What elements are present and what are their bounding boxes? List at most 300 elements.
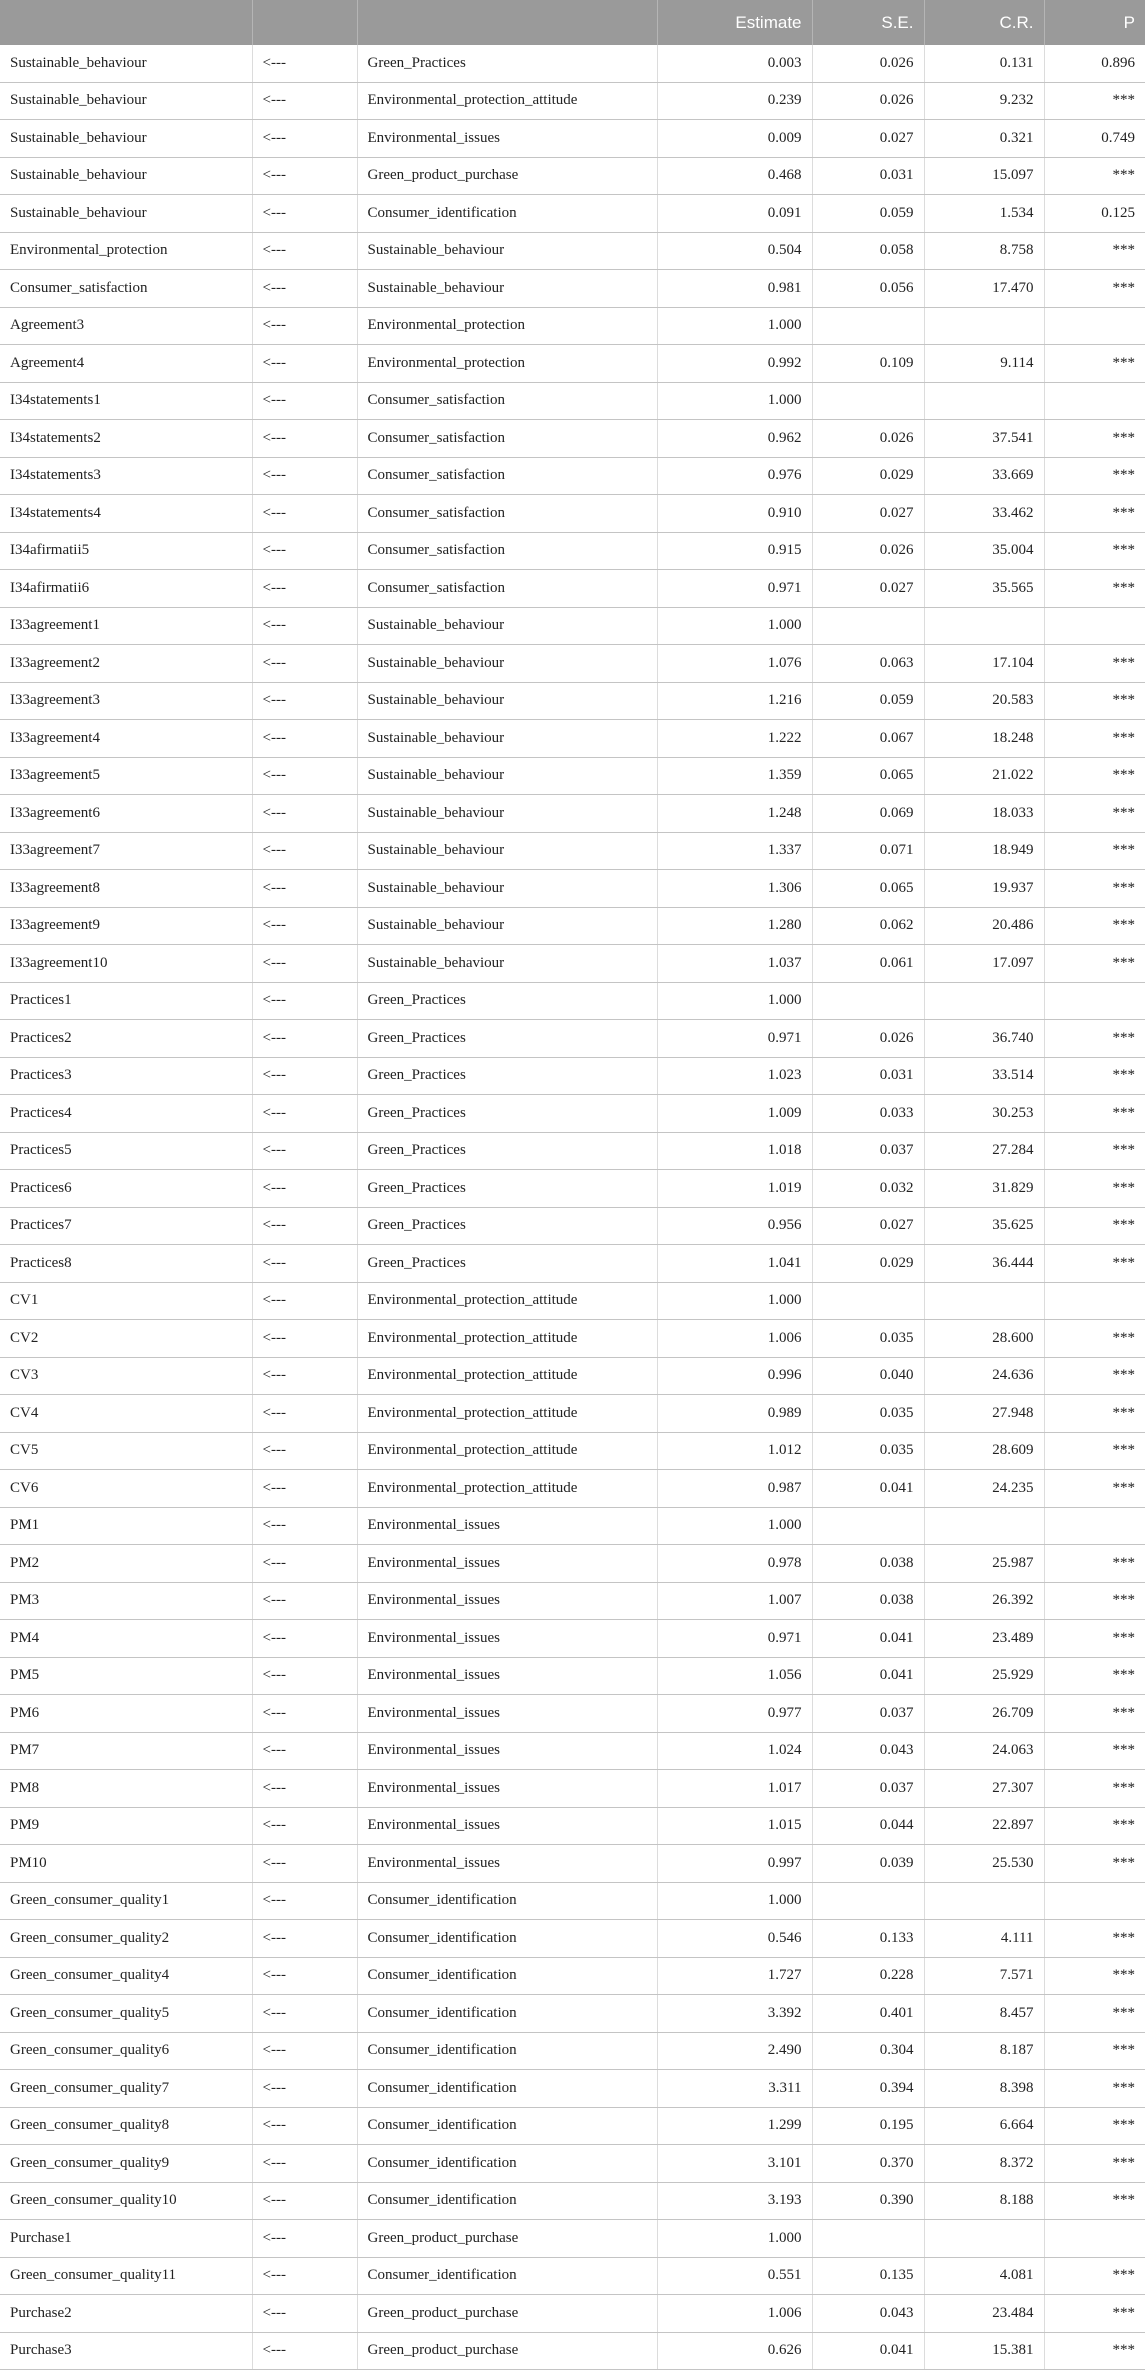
cell-p: ***	[1044, 945, 1145, 983]
cell-variable: PM9	[0, 1807, 252, 1845]
cell-variable: Sustainable_behaviour	[0, 157, 252, 195]
cell-cr: 27.307	[924, 1770, 1044, 1808]
cell-factor: Sustainable_behaviour	[357, 945, 657, 983]
cell-estimate: 0.915	[657, 532, 812, 570]
cell-cr: 0.321	[924, 120, 1044, 158]
cell-se: 0.029	[812, 1245, 924, 1283]
cell-estimate: 0.546	[657, 1920, 812, 1958]
cell-variable: CV5	[0, 1432, 252, 1470]
cell-cr: 9.114	[924, 345, 1044, 383]
cell-arrow: <---	[252, 1657, 357, 1695]
cell-variable: Green_consumer_quality1	[0, 1882, 252, 1920]
cell-estimate: 0.626	[657, 2332, 812, 2370]
cell-factor: Environmental_protection_attitude	[357, 82, 657, 120]
table-row	[0, 1357, 1145, 1395]
cell-cr: 18.949	[924, 832, 1044, 870]
cell-p: ***	[1044, 1207, 1145, 1245]
cell-arrow: <---	[252, 2145, 357, 2183]
cell-factor: Sustainable_behaviour	[357, 607, 657, 645]
cell-cr: 4.111	[924, 1920, 1044, 1958]
cell-se	[812, 1282, 924, 1320]
cell-factor: Green_Practices	[357, 1170, 657, 1208]
cell-variable: CV1	[0, 1282, 252, 1320]
cell-cr	[924, 1882, 1044, 1920]
cell-variable: Practices5	[0, 1132, 252, 1170]
cell-factor: Consumer_identification	[357, 2107, 657, 2145]
cell-estimate: 0.971	[657, 1620, 812, 1658]
cell-se: 0.067	[812, 720, 924, 758]
cell-estimate: 1.018	[657, 1132, 812, 1170]
cell-p: ***	[1044, 420, 1145, 458]
cell-arrow: <---	[252, 1132, 357, 1170]
cell-se: 0.065	[812, 870, 924, 908]
cell-se: 0.037	[812, 1770, 924, 1808]
cell-se: 0.039	[812, 1845, 924, 1883]
cell-p: ***	[1044, 2145, 1145, 2183]
cell-factor: Consumer_identification	[357, 1920, 657, 1958]
cell-cr: 22.897	[924, 1807, 1044, 1845]
cell-estimate: 0.996	[657, 1357, 812, 1395]
cell-p: ***	[1044, 232, 1145, 270]
cell-arrow: <---	[252, 1507, 357, 1545]
header-p: P	[1044, 0, 1145, 45]
cell-estimate: 0.987	[657, 1470, 812, 1508]
cell-estimate: 0.997	[657, 1845, 812, 1883]
cell-arrow: <---	[252, 1882, 357, 1920]
cell-variable: Green_consumer_quality2	[0, 1920, 252, 1958]
cell-cr: 26.709	[924, 1695, 1044, 1733]
cell-p: ***	[1044, 1732, 1145, 1770]
table-row	[0, 1695, 1145, 1733]
cell-p: ***	[1044, 1095, 1145, 1133]
cell-arrow: <---	[252, 307, 357, 345]
table-row	[0, 157, 1145, 195]
cell-variable: Green_consumer_quality11	[0, 2257, 252, 2295]
cell-variable: I33agreement4	[0, 720, 252, 758]
cell-variable: CV3	[0, 1357, 252, 1395]
cell-arrow: <---	[252, 1057, 357, 1095]
cell-estimate: 0.003	[657, 45, 812, 82]
cell-se: 0.037	[812, 1132, 924, 1170]
cell-variable: I34statements1	[0, 382, 252, 420]
table-row	[0, 1882, 1145, 1920]
cell-estimate: 1.000	[657, 982, 812, 1020]
cell-p: ***	[1044, 82, 1145, 120]
cell-arrow: <---	[252, 1170, 357, 1208]
cell-p: ***	[1044, 1845, 1145, 1883]
cell-p: ***	[1044, 1620, 1145, 1658]
table-body	[0, 45, 1145, 2370]
cell-arrow: <---	[252, 2070, 357, 2108]
cell-cr: 19.937	[924, 870, 1044, 908]
cell-factor: Sustainable_behaviour	[357, 720, 657, 758]
cell-se: 0.026	[812, 82, 924, 120]
cell-variable: I34statements3	[0, 457, 252, 495]
table-row	[0, 1845, 1145, 1883]
cell-se: 0.109	[812, 345, 924, 383]
cell-se: 0.390	[812, 2182, 924, 2220]
cell-variable: Agreement4	[0, 345, 252, 383]
cell-se: 0.027	[812, 1207, 924, 1245]
cell-se: 0.195	[812, 2107, 924, 2145]
cell-variable: Sustainable_behaviour	[0, 120, 252, 158]
cell-variable: PM10	[0, 1845, 252, 1883]
table-row	[0, 1620, 1145, 1658]
table-row	[0, 2032, 1145, 2070]
cell-estimate: 1.000	[657, 382, 812, 420]
cell-cr: 23.484	[924, 2295, 1044, 2333]
cell-se: 0.062	[812, 907, 924, 945]
cell-estimate: 1.006	[657, 1320, 812, 1358]
cell-factor: Green_product_purchase	[357, 2220, 657, 2258]
cell-estimate: 1.306	[657, 870, 812, 908]
cell-factor: Environmental_protection_attitude	[357, 1282, 657, 1320]
cell-cr	[924, 1507, 1044, 1545]
header-arrow	[252, 0, 357, 45]
cell-p: ***	[1044, 1657, 1145, 1695]
cell-se: 0.063	[812, 645, 924, 683]
cell-estimate: 0.091	[657, 195, 812, 233]
cell-factor: Consumer_identification	[357, 1995, 657, 2033]
cell-factor: Sustainable_behaviour	[357, 645, 657, 683]
cell-arrow: <---	[252, 1770, 357, 1808]
cell-variable: I33agreement2	[0, 645, 252, 683]
cell-estimate: 1.248	[657, 795, 812, 833]
cell-se: 0.032	[812, 1170, 924, 1208]
cell-arrow: <---	[252, 1320, 357, 1358]
cell-cr: 35.625	[924, 1207, 1044, 1245]
cell-variable: I33agreement6	[0, 795, 252, 833]
cell-arrow: <---	[252, 1582, 357, 1620]
cell-variable: CV4	[0, 1395, 252, 1433]
header-cr: C.R.	[924, 0, 1044, 45]
cell-p	[1044, 1507, 1145, 1545]
cell-factor: Environmental_issues	[357, 1770, 657, 1808]
cell-arrow: <---	[252, 1020, 357, 1058]
cell-se: 0.059	[812, 682, 924, 720]
cell-se	[812, 2220, 924, 2258]
cell-variable: Environmental_protection	[0, 232, 252, 270]
cell-arrow: <---	[252, 1095, 357, 1133]
cell-p: ***	[1044, 1545, 1145, 1583]
cell-p: ***	[1044, 1020, 1145, 1058]
cell-estimate: 0.989	[657, 1395, 812, 1433]
cell-variable: Practices3	[0, 1057, 252, 1095]
cell-variable: PM4	[0, 1620, 252, 1658]
cell-estimate: 0.976	[657, 457, 812, 495]
cell-p: ***	[1044, 1132, 1145, 1170]
cell-se: 0.394	[812, 2070, 924, 2108]
cell-arrow: <---	[252, 607, 357, 645]
cell-factor: Green_product_purchase	[357, 2295, 657, 2333]
cell-p: ***	[1044, 682, 1145, 720]
cell-arrow: <---	[252, 945, 357, 983]
table-row	[0, 907, 1145, 945]
cell-factor: Consumer_satisfaction	[357, 382, 657, 420]
cell-estimate: 1.024	[657, 1732, 812, 1770]
table-row	[0, 1282, 1145, 1320]
cell-arrow: <---	[252, 1695, 357, 1733]
cell-arrow: <---	[252, 720, 357, 758]
cell-arrow: <---	[252, 1545, 357, 1583]
cell-variable: PM6	[0, 1695, 252, 1733]
cell-arrow: <---	[252, 1245, 357, 1283]
cell-arrow: <---	[252, 795, 357, 833]
cell-variable: PM8	[0, 1770, 252, 1808]
cell-estimate: 1.009	[657, 1095, 812, 1133]
table-row	[0, 232, 1145, 270]
cell-cr: 24.235	[924, 1470, 1044, 1508]
cell-variable: Purchase1	[0, 2220, 252, 2258]
cell-se: 0.071	[812, 832, 924, 870]
cell-se: 0.043	[812, 2295, 924, 2333]
table-row	[0, 1732, 1145, 1770]
cell-estimate: 1.023	[657, 1057, 812, 1095]
cell-cr: 28.600	[924, 1320, 1044, 1358]
cell-factor: Environmental_protection_attitude	[357, 1357, 657, 1395]
cell-cr: 36.444	[924, 1245, 1044, 1283]
cell-cr: 8.398	[924, 2070, 1044, 2108]
table-row	[0, 607, 1145, 645]
cell-arrow: <---	[252, 1732, 357, 1770]
cell-estimate: 1.006	[657, 2295, 812, 2333]
cell-arrow: <---	[252, 420, 357, 458]
cell-cr: 33.462	[924, 495, 1044, 533]
cell-variable: PM7	[0, 1732, 252, 1770]
cell-se: 0.027	[812, 570, 924, 608]
table-row	[0, 345, 1145, 383]
cell-arrow: <---	[252, 682, 357, 720]
cell-factor: Consumer_identification	[357, 2257, 657, 2295]
table-row	[0, 1245, 1145, 1283]
cell-variable: Sustainable_behaviour	[0, 82, 252, 120]
cell-p: ***	[1044, 2332, 1145, 2370]
cell-factor: Consumer_satisfaction	[357, 570, 657, 608]
cell-se: 0.135	[812, 2257, 924, 2295]
cell-arrow: <---	[252, 982, 357, 1020]
cell-factor: Environmental_protection	[357, 345, 657, 383]
cell-estimate: 0.978	[657, 1545, 812, 1583]
cell-se: 0.035	[812, 1395, 924, 1433]
cell-estimate: 3.101	[657, 2145, 812, 2183]
cell-factor: Green_Practices	[357, 982, 657, 1020]
cell-cr: 8.187	[924, 2032, 1044, 2070]
cell-estimate: 0.981	[657, 270, 812, 308]
cell-factor: Environmental_protection_attitude	[357, 1395, 657, 1433]
cell-p: ***	[1044, 1582, 1145, 1620]
cell-factor: Sustainable_behaviour	[357, 795, 657, 833]
cell-variable: Practices6	[0, 1170, 252, 1208]
table-row	[0, 307, 1145, 345]
cell-p: ***	[1044, 2107, 1145, 2145]
table-row	[0, 195, 1145, 233]
cell-variable: CV6	[0, 1470, 252, 1508]
cell-p: ***	[1044, 832, 1145, 870]
cell-cr: 24.636	[924, 1357, 1044, 1395]
table-row	[0, 82, 1145, 120]
cell-variable: Practices2	[0, 1020, 252, 1058]
cell-p: ***	[1044, 1395, 1145, 1433]
header-estimate: Estimate	[657, 0, 812, 45]
cell-p: 0.896	[1044, 45, 1145, 82]
cell-se	[812, 1507, 924, 1545]
cell-factor: Environmental_issues	[357, 1845, 657, 1883]
cell-estimate: 0.468	[657, 157, 812, 195]
table-row	[0, 1207, 1145, 1245]
cell-estimate: 0.992	[657, 345, 812, 383]
cell-cr	[924, 1282, 1044, 1320]
cell-p: ***	[1044, 1432, 1145, 1470]
cell-arrow: <---	[252, 2032, 357, 2070]
table-row	[0, 1657, 1145, 1695]
cell-variable: Green_consumer_quality4	[0, 1957, 252, 1995]
cell-p	[1044, 2220, 1145, 2258]
cell-variable: PM1	[0, 1507, 252, 1545]
cell-factor: Environmental_issues	[357, 1620, 657, 1658]
cell-cr: 35.565	[924, 570, 1044, 608]
cell-estimate: 1.007	[657, 1582, 812, 1620]
cell-arrow: <---	[252, 2257, 357, 2295]
cell-variable: Sustainable_behaviour	[0, 195, 252, 233]
cell-cr: 27.284	[924, 1132, 1044, 1170]
header-latent	[357, 0, 657, 45]
table-row	[0, 982, 1145, 1020]
cell-se: 0.027	[812, 120, 924, 158]
cell-estimate: 3.311	[657, 2070, 812, 2108]
cell-variable: I33agreement7	[0, 832, 252, 870]
cell-factor: Consumer_identification	[357, 1957, 657, 1995]
cell-factor: Environmental_issues	[357, 120, 657, 158]
table-row	[0, 570, 1145, 608]
cell-p: ***	[1044, 1357, 1145, 1395]
table-row	[0, 270, 1145, 308]
cell-factor: Consumer_satisfaction	[357, 495, 657, 533]
cell-factor: Consumer_identification	[357, 195, 657, 233]
table-row	[0, 2145, 1145, 2183]
cell-arrow: <---	[252, 645, 357, 683]
cell-arrow: <---	[252, 457, 357, 495]
cell-arrow: <---	[252, 1432, 357, 1470]
cell-estimate: 0.504	[657, 232, 812, 270]
cell-arrow: <---	[252, 1957, 357, 1995]
cell-arrow: <---	[252, 2182, 357, 2220]
cell-se	[812, 307, 924, 345]
cell-factor: Environmental_issues	[357, 1732, 657, 1770]
cell-estimate: 1.037	[657, 945, 812, 983]
cell-p	[1044, 1282, 1145, 1320]
cell-p: ***	[1044, 1995, 1145, 2033]
cell-estimate: 1.280	[657, 907, 812, 945]
cell-se: 0.065	[812, 757, 924, 795]
cell-estimate: 0.956	[657, 1207, 812, 1245]
cell-cr: 18.033	[924, 795, 1044, 833]
cell-cr: 25.929	[924, 1657, 1044, 1695]
cell-factor: Environmental_issues	[357, 1545, 657, 1583]
cell-p: ***	[1044, 2182, 1145, 2220]
cell-factor: Environmental_protection_attitude	[357, 1432, 657, 1470]
cell-variable: I34statements4	[0, 495, 252, 533]
cell-p	[1044, 982, 1145, 1020]
cell-se: 0.041	[812, 1657, 924, 1695]
cell-p	[1044, 307, 1145, 345]
cell-arrow: <---	[252, 2332, 357, 2370]
cell-variable: CV2	[0, 1320, 252, 1358]
cell-cr	[924, 382, 1044, 420]
table-row	[0, 1920, 1145, 1958]
cell-cr: 36.740	[924, 1020, 1044, 1058]
cell-estimate: 0.971	[657, 570, 812, 608]
table-row	[0, 2295, 1145, 2333]
cell-variable: Sustainable_behaviour	[0, 45, 252, 82]
cell-variable: I34afirmatii5	[0, 532, 252, 570]
cell-p: ***	[1044, 1470, 1145, 1508]
cell-p: ***	[1044, 157, 1145, 195]
table-row	[0, 870, 1145, 908]
cell-arrow: <---	[252, 232, 357, 270]
cell-variable: Practices1	[0, 982, 252, 1020]
cell-se: 0.041	[812, 1620, 924, 1658]
cell-se: 0.040	[812, 1357, 924, 1395]
cell-cr	[924, 607, 1044, 645]
table-row	[0, 495, 1145, 533]
cell-cr: 0.131	[924, 45, 1044, 82]
cell-variable: PM2	[0, 1545, 252, 1583]
table-row	[0, 832, 1145, 870]
table-row	[0, 2070, 1145, 2108]
cell-arrow: <---	[252, 1920, 357, 1958]
cell-cr: 20.486	[924, 907, 1044, 945]
cell-se: 0.401	[812, 1995, 924, 2033]
cell-variable: I34statements2	[0, 420, 252, 458]
cell-p: ***	[1044, 1245, 1145, 1283]
cell-arrow: <---	[252, 345, 357, 383]
cell-cr: 25.987	[924, 1545, 1044, 1583]
table-row	[0, 1770, 1145, 1808]
cell-variable: Green_consumer_quality8	[0, 2107, 252, 2145]
cell-cr: 7.571	[924, 1957, 1044, 1995]
cell-factor: Environmental_issues	[357, 1695, 657, 1733]
cell-factor: Environmental_protection_attitude	[357, 1470, 657, 1508]
cell-factor: Consumer_identification	[357, 2145, 657, 2183]
cell-arrow: <---	[252, 1470, 357, 1508]
cell-p: ***	[1044, 795, 1145, 833]
cell-arrow: <---	[252, 1845, 357, 1883]
cell-cr	[924, 2220, 1044, 2258]
cell-arrow: <---	[252, 82, 357, 120]
cell-cr: 17.470	[924, 270, 1044, 308]
table-row	[0, 1957, 1145, 1995]
cell-estimate: 1.216	[657, 682, 812, 720]
cell-se: 0.026	[812, 532, 924, 570]
cell-variable: Purchase2	[0, 2295, 252, 2333]
cell-arrow: <---	[252, 2220, 357, 2258]
cell-cr: 20.583	[924, 682, 1044, 720]
cell-cr: 8.457	[924, 1995, 1044, 2033]
cell-arrow: <---	[252, 120, 357, 158]
cell-estimate: 1.076	[657, 645, 812, 683]
cell-cr: 17.104	[924, 645, 1044, 683]
cell-factor: Green_Practices	[357, 1207, 657, 1245]
cell-arrow: <---	[252, 1807, 357, 1845]
cell-factor: Sustainable_behaviour	[357, 907, 657, 945]
cell-cr: 23.489	[924, 1620, 1044, 1658]
cell-estimate: 3.392	[657, 1995, 812, 2033]
cell-factor: Sustainable_behaviour	[357, 682, 657, 720]
cell-cr: 21.022	[924, 757, 1044, 795]
cell-arrow: <---	[252, 832, 357, 870]
cell-p: ***	[1044, 495, 1145, 533]
cell-cr: 33.669	[924, 457, 1044, 495]
